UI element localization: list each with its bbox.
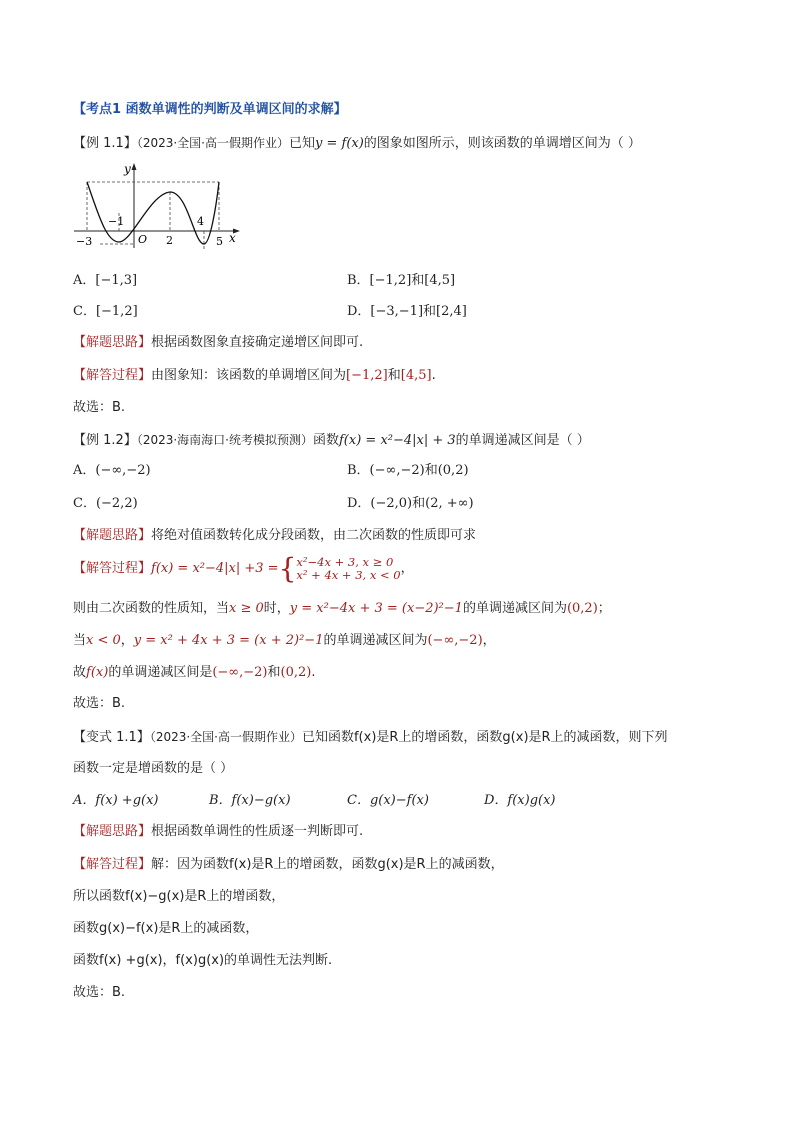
option-b[interactable]: B．f(x)−g(x) — [209, 793, 291, 808]
tick-neg1: −1 — [108, 215, 125, 228]
tick-5: 5 — [216, 235, 223, 248]
solution-process: 【解答过程】由图象知：该函数的单调增区间为[−1,2]和[4,5]. — [73, 368, 436, 383]
option-d[interactable]: D．f(x)g(x) — [484, 793, 556, 808]
source: （2023·海南海口·统考模拟预测） — [136, 433, 313, 447]
y-axis-label: y — [124, 162, 131, 176]
option-d[interactable]: D．(−2,0)和(2, +∞) — [347, 496, 474, 511]
section-title: 【考点1 函数单调性的判断及单调区间的求解】 — [73, 102, 347, 117]
solution-line-1: 则由二次函数的性质知，当x ≥ 0时，y = x²−4x + 3 = (x−2)²−1的单调递减区间为(0,2)； — [73, 601, 611, 616]
variant-question-line-2: 函数一定是增函数的是（ ） — [73, 761, 234, 776]
tick-4: 4 — [197, 215, 204, 228]
example-1-1-question: 【例 1.1】（2023·全国·高一假期作业）已知y = f(x)的图象如图所示，则该函数的单调增区间为（ ） — [73, 136, 641, 151]
example-1-2-question: 【例 1.2】（2023·海南海口·统考模拟预测）函数f(x) = x²−4|x| + 3的单调递减区间是（ ） — [73, 433, 590, 448]
solution-line-3: 函数f(x) +g(x)，f(x)g(x)的单调性无法判断. — [73, 953, 333, 968]
source: （2023·全国·高一假期作业） — [136, 136, 289, 150]
option-a[interactable]: A．f(x) +g(x) — [73, 793, 159, 808]
option-d[interactable]: D．[−3,−1]和[2,4] — [347, 304, 467, 319]
solution-line-3: 故f(x)的单调递减区间是(−∞,−2)和(0,2). — [73, 665, 316, 680]
answer: 故选：B. — [73, 696, 126, 711]
piecewise-brace: { — [278, 552, 297, 585]
option-c[interactable]: C．[−1,2] — [73, 304, 138, 319]
solution-idea: 【解题思路】根据函数单调性的性质逐一判断即可. — [73, 824, 364, 839]
function-graph — [70, 158, 245, 252]
solution-line-1: 所以函数f(x)−g(x)是R上的增函数， — [73, 889, 285, 904]
solution-idea: 【解题思路】根据函数图象直接确定递增区间即可. — [73, 335, 364, 350]
solution-process: 【解答过程】解：因为函数f(x)是R上的增函数，函数g(x)是R上的减函数， — [73, 857, 504, 872]
x-axis-label: x — [229, 231, 236, 245]
tick-neg3: −3 — [76, 235, 93, 248]
option-a[interactable]: A．(−∞,−2) — [73, 463, 151, 478]
option-c[interactable]: C．g(x)−f(x) — [347, 793, 429, 808]
variant-1-1-question: 【变式 1.1】（2023·全国·高一假期作业）已知函数f(x)是R上的增函数，函数g(x)是R上的减函数，则下列 — [73, 730, 668, 745]
option-a[interactable]: A．[−1,3] — [73, 273, 138, 288]
piecewise-cases: x²−4x + 3, x ≥ 0 x² + 4x + 3, x < 0 — [296, 555, 401, 582]
example-tag: 【例 1.1】 — [73, 136, 137, 151]
source: （2023·全国·高一假期作业） — [149, 730, 302, 744]
answer: 故选：B. — [73, 985, 126, 1000]
solution-line-2: 函数g(x)−f(x)是R上的减函数， — [73, 921, 259, 936]
origin-label: O — [138, 233, 148, 246]
option-b[interactable]: B．(−∞,−2)和(0,2) — [347, 463, 469, 478]
option-b[interactable]: B．[−1,2]和[4,5] — [347, 273, 456, 288]
solution-line-2: 当x < 0，y = x² + 4x + 3 = (x + 2)²−1的单调递减区间为(−∞,−2)， — [73, 633, 496, 648]
answer: 故选：B. — [73, 400, 126, 415]
example-tag: 【变式 1.1】 — [73, 730, 150, 745]
tick-2: 2 — [166, 234, 173, 247]
solution-process: 【解答过程】f(x) = x²−4|x| +3 ={ x²−4x + 3, x ≥ 0 x² + 4x + 3, x < 0 ， — [73, 552, 414, 585]
example-tag: 【例 1.2】 — [73, 433, 137, 448]
solution-idea: 【解题思路】将绝对值函数转化成分段函数，由二次函数的性质即可求 — [73, 528, 477, 543]
option-c[interactable]: C．(−2,2) — [73, 496, 138, 511]
